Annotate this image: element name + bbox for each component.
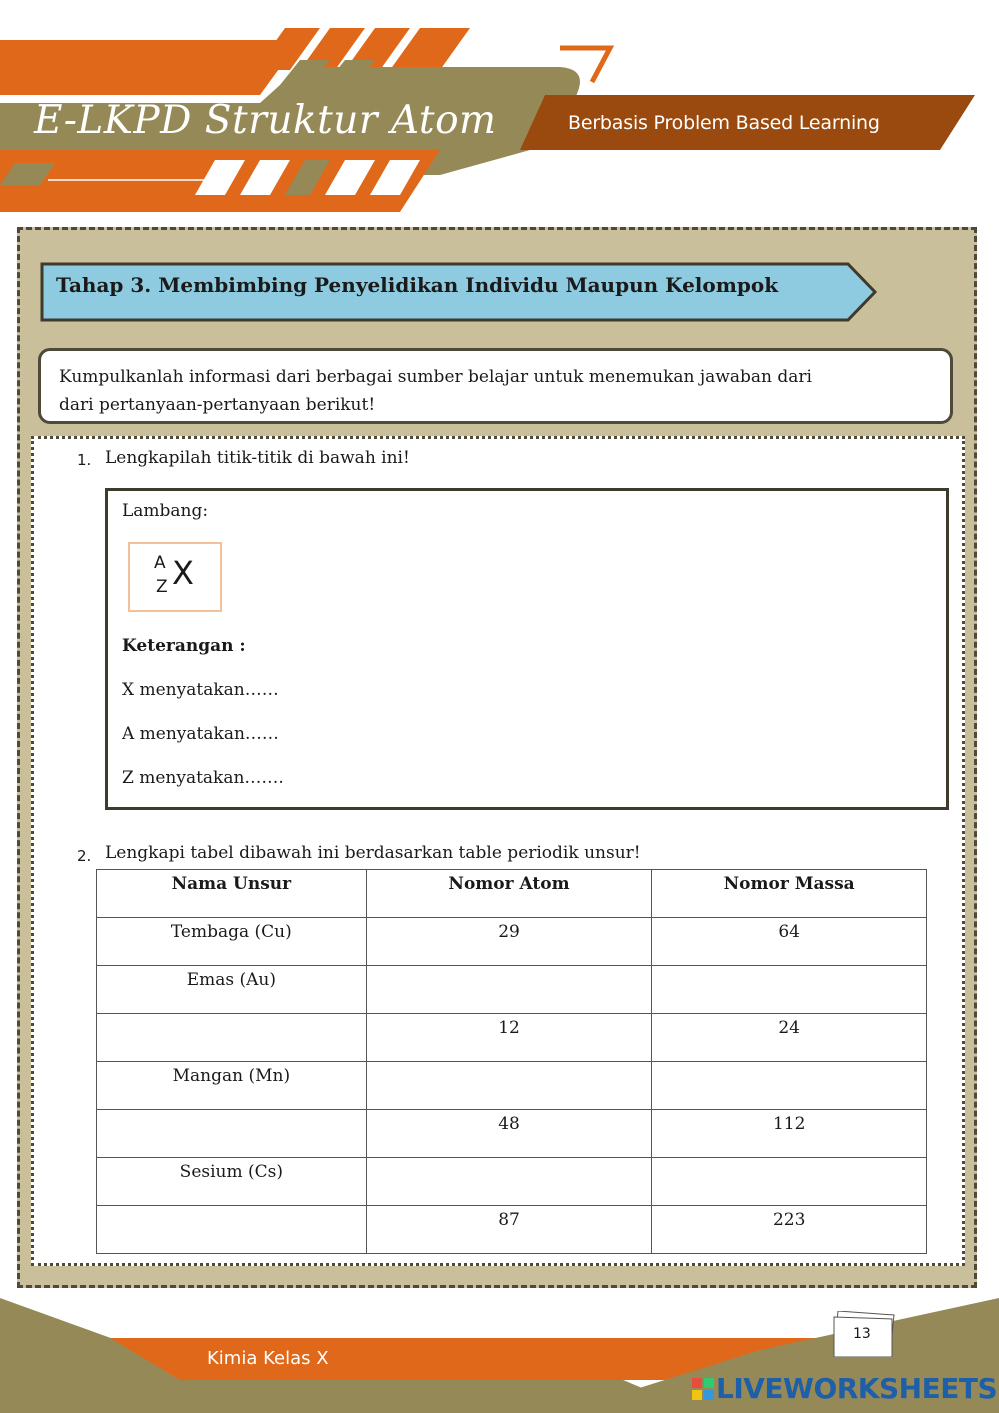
header-atomic-number: Nomor Atom (366, 870, 652, 918)
instruction-line: Kumpulkanlah informasi dari berbagai sumber belajar untuk menemukan jawaban dari (59, 367, 812, 387)
cell-element-name[interactable] (97, 1110, 367, 1158)
stage-title: Tahap 3. Membimbing Penyelidikan Individu Maupun Kelompok (56, 273, 779, 297)
cell-element-name[interactable] (97, 1014, 367, 1062)
cell-element-name[interactable]: Mangan (Mn) (97, 1062, 367, 1110)
mass-number-symbol: A (154, 553, 166, 573)
header-orange-band (0, 40, 300, 95)
cell-atomic-number[interactable] (366, 1158, 652, 1206)
question-2-number: 2. (77, 847, 92, 865)
table-row (97, 1206, 927, 1254)
cell-element-name[interactable]: Sesium (Cs) (97, 1158, 367, 1206)
cell-element-name[interactable]: Emas (Au) (97, 966, 367, 1014)
element-symbol: X (172, 554, 194, 592)
cell-atomic-number[interactable]: 87 (366, 1206, 652, 1254)
symbol-label: Lambang: (122, 501, 209, 521)
cell-element-name[interactable] (97, 1206, 367, 1254)
page-number: 13 (853, 1326, 871, 1342)
note-a[interactable]: A menyatakan…… (122, 724, 279, 744)
cell-atomic-number[interactable] (366, 966, 652, 1014)
table-row (97, 918, 927, 966)
cell-mass-number[interactable]: 64 (652, 918, 927, 966)
table-row (97, 1014, 927, 1062)
footer-course: Kimia Kelas X (207, 1348, 329, 1369)
question-1-text: Lengkapilah titik-titik di bawah ini! (105, 448, 410, 468)
table-row (97, 1158, 927, 1206)
instruction-line: dari pertanyaan-pertanyaan berikut! (59, 395, 376, 415)
note-x[interactable]: X menyatakan…… (122, 680, 279, 700)
question-2-text: Lengkapi tabel dibawah ini berdasarkan table periodik unsur! (105, 843, 641, 863)
header-mass-number: Nomor Massa (652, 870, 927, 918)
table-row (97, 1110, 927, 1158)
atomic-notation-image (128, 542, 222, 612)
cell-atomic-number[interactable]: 48 (366, 1110, 652, 1158)
header-title: E-LKPD Struktur Atom (34, 98, 497, 143)
cell-mass-number[interactable]: 112 (652, 1110, 927, 1158)
table-row (97, 966, 927, 1014)
table-row (97, 1062, 927, 1110)
header-element-name: Nama Unsur (97, 870, 367, 918)
cell-element-name[interactable]: Tembaga (Cu) (97, 918, 367, 966)
note-z[interactable]: Z menyatakan……. (122, 768, 284, 788)
instruction-box (38, 348, 953, 424)
atomic-number-symbol: Z (156, 577, 168, 597)
cell-mass-number[interactable] (652, 1062, 927, 1110)
stage-banner (40, 262, 880, 322)
cell-atomic-number[interactable]: 12 (366, 1014, 652, 1062)
notes-heading: Keterangan : (122, 636, 246, 656)
liveworksheets-wordmark: LIVEWORKSHEETS (716, 1372, 998, 1405)
cell-atomic-number[interactable] (366, 1062, 652, 1110)
cell-mass-number[interactable]: 24 (652, 1014, 927, 1062)
cell-mass-number[interactable] (652, 1158, 927, 1206)
table-header-row (97, 870, 927, 918)
cell-mass-number[interactable] (652, 966, 927, 1014)
question-1-number: 1. (77, 451, 92, 469)
cell-mass-number[interactable]: 223 (652, 1206, 927, 1254)
header-subtitle: Berbasis Problem Based Learning (568, 112, 880, 134)
liveworksheets-brand[interactable] (692, 1372, 998, 1408)
cell-atomic-number[interactable]: 29 (366, 918, 652, 966)
symbol-answer-box (105, 488, 949, 810)
element-table (96, 869, 927, 1254)
liveworksheets-logo-icon (692, 1378, 714, 1400)
